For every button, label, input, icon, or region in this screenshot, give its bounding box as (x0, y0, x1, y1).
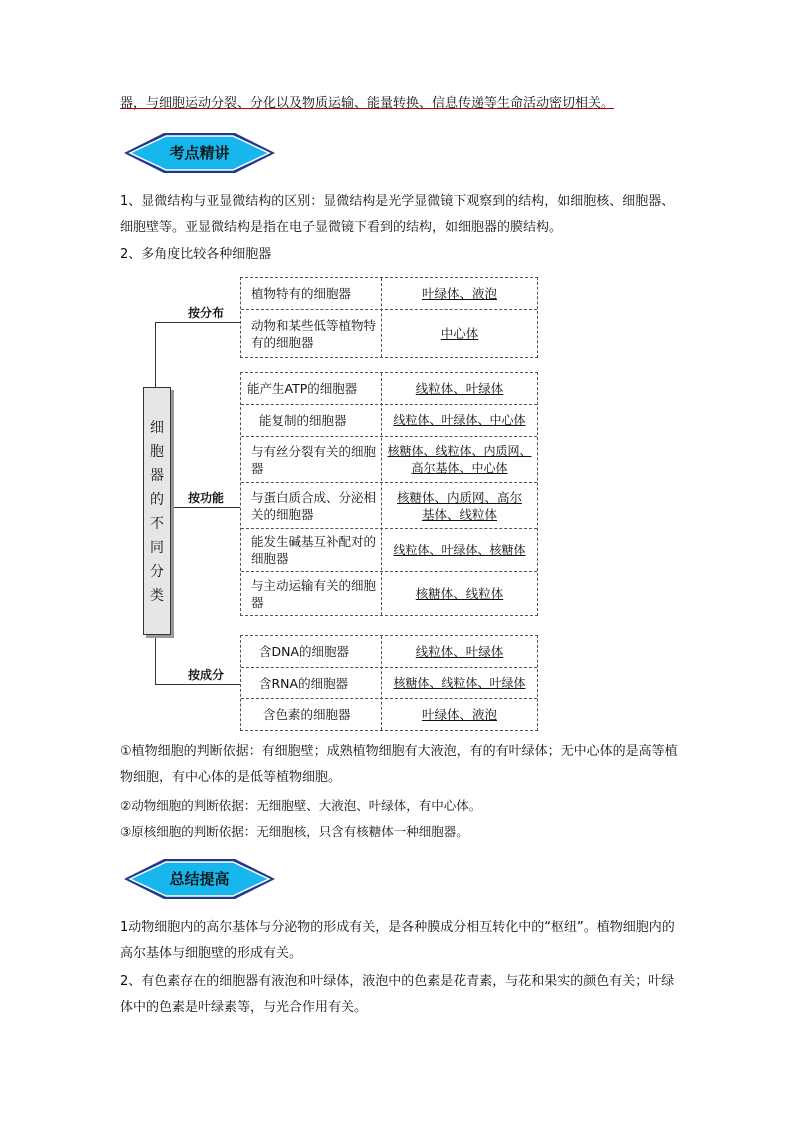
row-name: 与主动运输有关的细胞器 (251, 577, 377, 610)
row-value (382, 529, 537, 571)
row-value (382, 278, 537, 309)
row-name: 含色素的细胞器 (263, 707, 351, 722)
row-value-text: 线粒体、叶绿体、中心体 (393, 413, 526, 427)
note-3: ③原核细胞的判断依据：无细胞核，只含有核糖体一种细胞器。 (120, 824, 469, 839)
category-label: 按分布 (188, 306, 225, 320)
paragraph-1: 1、显微结构与亚显微结构的区别：显微结构是光学显微镜下观察到的结构，如细胞核、细胞器、细胞壁等。亚显微结构是指在电子显微镜下看到的结构，如细胞器的膜结构。 (120, 194, 675, 235)
row-value-text: 叶绿体、液泡 (421, 286, 497, 301)
row-name: 动物和某些低等植物特有的细胞器 (251, 317, 377, 350)
section-badge-zongjie (122, 856, 277, 902)
row-value (382, 310, 537, 357)
row-value-text: 线粒体、叶绿体 (415, 381, 504, 396)
row-name: 含RNA的细胞器 (259, 675, 349, 691)
connector (155, 322, 240, 323)
section-badge-kaodian (122, 130, 277, 176)
row-name: 植物特有的细胞器 (251, 286, 352, 301)
top-line (120, 93, 614, 115)
top-line-tail: 。 (601, 96, 615, 111)
row-value (382, 699, 537, 730)
row-value (382, 668, 537, 698)
group-box-composition (240, 635, 538, 731)
row-name: 能复制的细胞器 (259, 413, 347, 428)
paragraph-2: 2、多角度比较各种细胞器 (120, 247, 272, 262)
note-2: ②动物细胞的判断依据：无细胞壁、大液泡、叶绿体，有中心体。 (120, 798, 482, 813)
summary-2: 2、有色素存在的细胞器有液泡和叶绿体，液泡中的色素是花青素，与花和果实的颜色有关；叶绿体中的色素是叶绿素等，与光合作用有关。 (120, 974, 675, 1015)
row-value (382, 373, 537, 404)
connector (155, 684, 240, 685)
row-name: 能产生ATP的细胞器 (247, 381, 358, 396)
row-value (382, 405, 537, 436)
group-box-function (240, 372, 538, 616)
row-name: 含DNA的细胞器 (259, 644, 350, 659)
row-value-text: 中心体 (440, 326, 479, 341)
row-value-text: 核糖体、线粒体 (415, 586, 504, 601)
group-box-distribution (240, 277, 538, 358)
row-value-text: 线粒体、叶绿体、核糖体 (393, 542, 526, 557)
connector (155, 322, 156, 388)
row-value-text: 线粒体、叶绿体 (415, 644, 504, 659)
note-1: ①植物细胞的判断依据：有细胞壁；成熟植物细胞有大液泡，有的有叶绿体；无中心体的是高等植物细胞，有中心体的是低等植物细胞。 (120, 744, 678, 785)
row-value (382, 636, 537, 667)
row-value-text: 叶绿体、液泡 (421, 707, 497, 722)
row-value (382, 437, 537, 482)
row-name: 能发生碱基互补配对的细胞器 (251, 534, 377, 566)
section-title: 考点精讲 (169, 144, 230, 162)
summary-1: 1动物细胞内的高尔基体与分泌物的形成有关，是各种膜成分相互转化中的“枢纽”。植物细胞内的高尔基体与细胞壁的形成有关。 (120, 920, 675, 961)
row-value (382, 483, 537, 528)
connector (155, 635, 156, 684)
diagram-spine (143, 387, 171, 635)
row-value-text: 核糖体、线粒体、内质网、高尔基体、中心体 (387, 443, 532, 475)
category-label: 按功能 (188, 491, 225, 505)
row-name: 与蛋白质合成、分泌相关的细胞器 (251, 489, 377, 522)
row-value-text: 核糖体、线粒体、叶绿体 (393, 675, 526, 690)
row-name: 与有丝分裂有关的细胞器 (251, 443, 377, 476)
top-line-text: 器，与细胞运动分裂、分化以及物质运输、能量转换、信息传递等生命活动密切相关 (120, 96, 602, 111)
section-title: 总结提高 (169, 870, 230, 888)
row-value-text: 核糖体、内质网、高尔基体、线粒体 (396, 489, 522, 522)
spine-label: 细胞器的不同分类 (150, 420, 164, 604)
category-label: 按成分 (188, 668, 225, 682)
connector (171, 507, 240, 508)
row-value (382, 572, 537, 615)
